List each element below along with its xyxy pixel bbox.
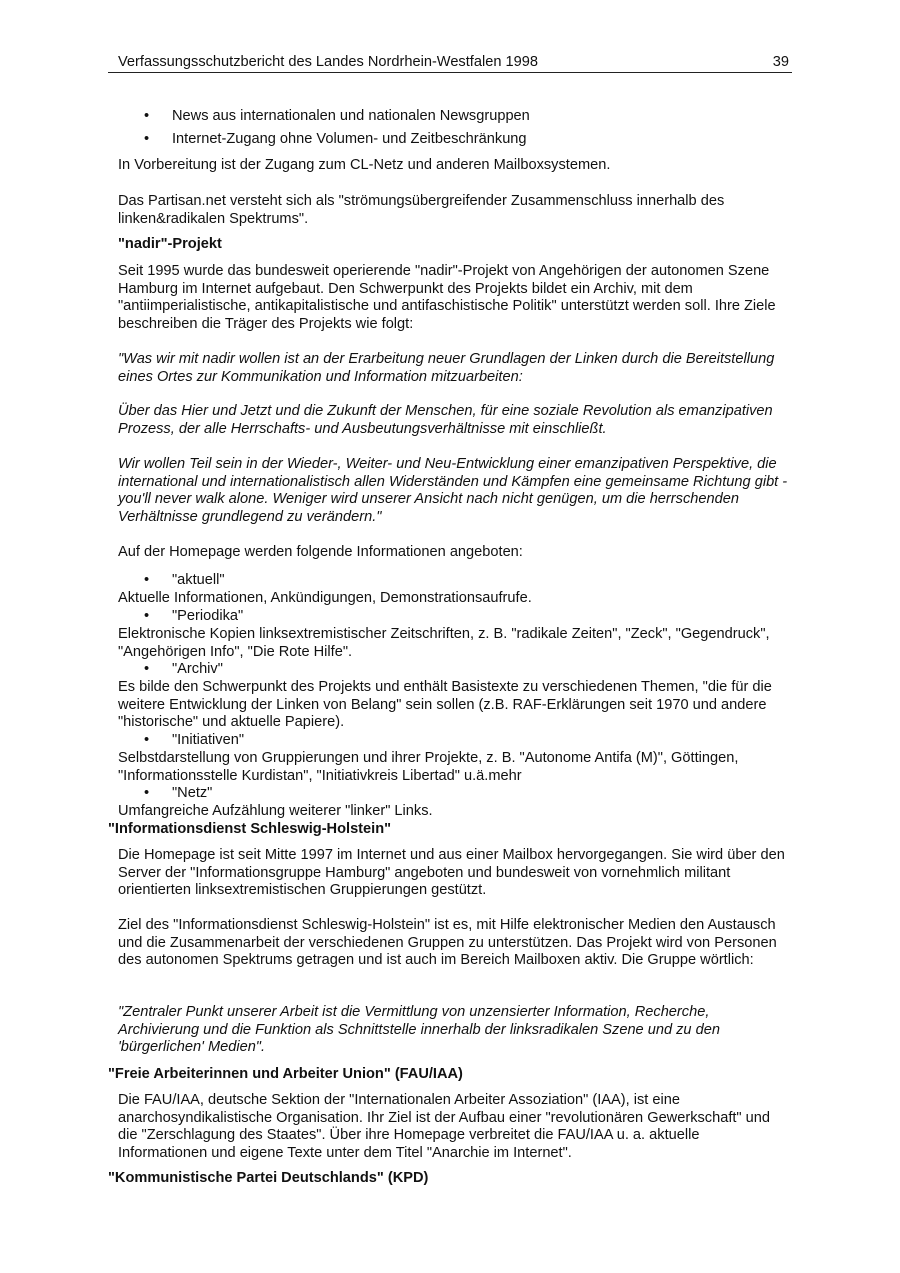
paragraph	[118, 544, 790, 562]
item-label: "Periodika"	[172, 608, 244, 624]
item-label: "aktuell"	[172, 572, 225, 588]
section-heading: "Kommunistische Partei Deutschlands" (KPD)	[108, 1170, 429, 1186]
bullet-icon: •	[144, 608, 150, 624]
section-heading: "nadir"-Projekt	[118, 236, 222, 252]
paragraph	[118, 917, 790, 970]
quote-text: "Zentraler Punkt unserer Arbeit ist die Vermittlung von unzensierter Information, Recherche, Archivierung und die Funktion als Schnittstelle innerhalb der linksradikalen Szene und zu den 'bürgerlichen' Medien".	[118, 1004, 720, 1055]
bullet-icon: •	[144, 572, 150, 588]
paragraph-text: In Vorbereitung ist der Zugang zum CL-Netz und anderen Mailboxsystemen.	[118, 157, 611, 173]
paragraph-text: Das Partisan.net versteht sich als "strömungsübergreifender Zusammenschluss innerhalb des linken&radikalen Spektrums".	[118, 193, 725, 227]
paragraph	[118, 157, 790, 175]
section-heading: "Freie Arbeiterinnen und Arbeiter Union" (FAU/IAA)	[108, 1066, 463, 1082]
item-description-text: Aktuelle Informationen, Ankündigungen, Demonstrationsaufrufe.	[118, 590, 532, 606]
paragraph	[118, 1092, 790, 1162]
bullet-icon: •	[144, 661, 150, 677]
item-description	[118, 803, 790, 821]
paragraph-text: Auf der Homepage werden folgende Informationen angeboten:	[118, 544, 523, 560]
quote-paragraph	[118, 1004, 790, 1057]
bullet-icon: •	[144, 785, 150, 801]
bullet-text: Internet-Zugang ohne Volumen- und Zeitbeschränkung	[172, 131, 527, 147]
item-description-text: Umfangreiche Aufzählung weiterer "linker" Links.	[118, 803, 433, 819]
section-heading: "Informationsdienst Schleswig-Holstein"	[108, 821, 392, 837]
page-number: 39	[772, 54, 789, 70]
bullet-icon: •	[144, 131, 150, 147]
paragraph	[118, 847, 790, 900]
item-description-text: Elektronische Kopien linksextremistischer Zeitschriften, z. B. "radikale Zeiten", "Zeck", "Gegendruck", "Angehörigen Info", "Die Rote Hilfe".	[118, 626, 770, 660]
paragraph-text: Ziel des "Informationsdienst Schleswig-Holstein" ist es, mit Hilfe elektronischer Medien den Austausch und die Zusammenarbeit der verschiedenen Gruppen zu unterstützen. Das Projekt wird von Personen des autonomen Spektrums getragen und ist auch im Bereich Mailboxen aktiv. Die Gruppe wörtlich:	[118, 917, 777, 968]
item-label: "Netz"	[172, 785, 213, 801]
quote-text: Wir wollen Teil sein in der Wieder-, Weiter- und Neu-Entwicklung einer emanzipativen Perspektive, die international und internationalistisch allen Widerständen und Kämpfen eine gemeinsame Richtung gibt - you'll never walk alone. Weniger wird unserer Ansicht nach nicht genügen, um die herrschenden Verhältnisse grundlegend zu verändern."	[118, 456, 788, 525]
header-title: Verfassungsschutzbericht des Landes Nordrhein-Westfalen 1998	[118, 54, 538, 70]
quote-paragraph	[118, 403, 790, 438]
item-label: "Archiv"	[172, 661, 223, 677]
paragraph	[118, 193, 790, 228]
paragraph-text: Die Homepage ist seit Mitte 1997 im Internet und aus einer Mailbox hervorgegangen. Sie wird über den Server der "Informationsgruppe Hamburg" angeboten und bundesweit von vornehmlich militant orientierten linksextremistischen Gruppierungen gestützt.	[118, 847, 785, 898]
paragraph-text: Seit 1995 wurde das bundesweit operierende "nadir"-Projekt von Angehörigen der autonomen Szene Hamburg im Internet aufgebaut. Den Schwerpunkt des Projekts bildet ein Archiv, mit dem "antiimperialistische, antikapitalistische und antifaschistische Politik" unterstützt werden soll. Ihre Ziele beschreiben die Träger des Projekts wie folgt:	[118, 263, 776, 332]
item-description-text: Es bilde den Schwerpunkt des Projekts und enthält Basistexte zu verschiedenen Themen, "die für die weitere Entwicklung der Linken von Belang" sein sollen (z.B. RAF-Erklärungen seit 1970 und andere "historische" und aktuelle Papiere).	[118, 679, 772, 730]
item-description-text: Selbstdarstellung von Gruppierungen und ihrer Projekte, z. B. "Autonome Antifa (M)", Göttingen, "Informationsstelle Kurdistan", "Initiativkreis Libertad" u.ä.mehr	[118, 750, 739, 784]
quote-text: "Was wir mit nadir wollen ist an der Erarbeitung neuer Grundlagen der Linken durch die Bereitstellung eines Ortes zur Kommunikation und Information mitzuarbeiten:	[118, 351, 775, 385]
paragraph-text: Die FAU/IAA, deutsche Sektion der "Internationalen Arbeiter Assoziation" (IAA), ist eine anarchosyndikalistische Organisation. Ihr Ziel ist der Aufbau einer "revolutionären Gewerkschaft" und die "Zerschlagung des Staates". Über ihre Homepage verbreitet die FAU/IAA u. a. aktuelle Informationen und eigene Texte unter dem Titel "Anarchie im Internet".	[118, 1092, 771, 1161]
paragraph	[118, 263, 790, 333]
quote-paragraph	[118, 351, 790, 386]
quote-paragraph	[118, 456, 790, 526]
bullet-icon: •	[144, 732, 150, 748]
bullet-text: News aus internationalen und nationalen Newsgruppen	[172, 108, 530, 124]
item-description	[118, 590, 790, 608]
item-description	[118, 679, 790, 732]
quote-text: Über das Hier und Jetzt und die Zukunft der Menschen, für eine soziale Revolution als emanzipativen Prozess, der alle Herrschafts- und Ausbeutungsverhältnisse mit einschließt.	[118, 403, 773, 437]
item-label: "Initiativen"	[172, 732, 245, 748]
item-description	[118, 750, 790, 785]
bullet-icon: •	[144, 108, 150, 124]
item-description	[118, 626, 790, 661]
page-header	[108, 54, 792, 73]
